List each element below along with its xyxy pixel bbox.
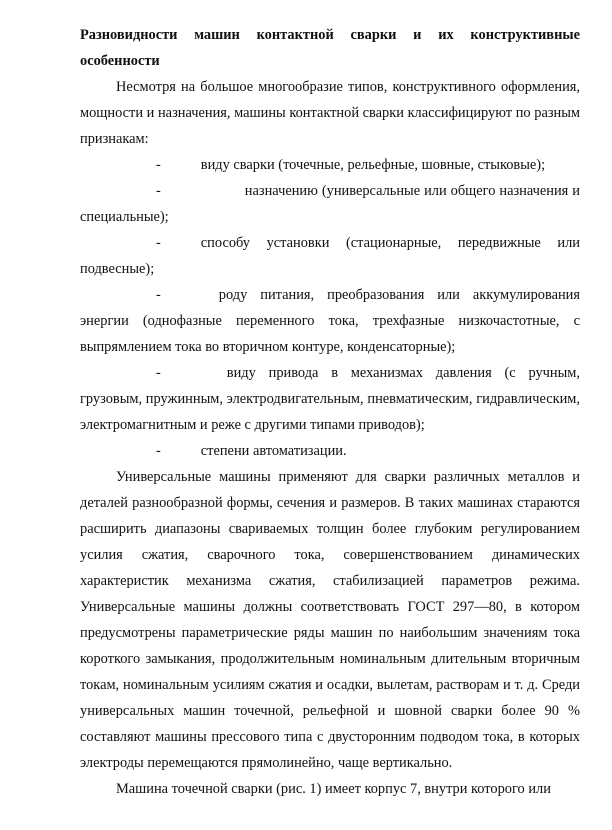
classification-list — [80, 152, 580, 464]
list-item-text: назначению (универсальные или общего назначения и специальные); — [80, 183, 580, 225]
list-marker: - — [156, 183, 161, 199]
list-item-text: способу установки (стационарные, передвижные или подвесные); — [80, 235, 580, 277]
list-item-text: виду сварки (точечные, рельефные, шовные, стыковые); — [200, 157, 546, 173]
list-marker: - — [156, 443, 161, 459]
list-marker: - — [156, 235, 161, 251]
list-item — [80, 282, 580, 360]
list-marker: - — [156, 287, 161, 303]
list-item — [80, 178, 580, 230]
universal-machines-paragraph: Универсальные машины применяют для сварки различных металлов и деталей разнообразной формы, сечения и размеров. В таких машинах стараются расширить диапазоны свариваемых толщин более глубоким регулированием усилия сжатия, сварочного тока, совершенствованием динамических характеристик механизма сжатия, стабилизацией параметров режима. Универсальные машины должны соответствовать ГОСТ 297—80, в котором предусмотрены параметрические ряды машин по наибольшим значениям тока короткого замыкания, продолжительным номинальным длительным вторичным токам, номинальным усилиям сжатия и осадки, вылетам, растворам и т. д. Среди универсальных машин точечной, рельефной и шовной сварки более 90 % составляют машины прессового типа с двусторонним подводом тока, в которых электроды перемещаются прямолинейно, чаще вертикально. — [80, 469, 580, 771]
list-item-text: роду питания, преобразования или аккумулирования энергии (однофазные переменного тока, трехфазные низкочастотные, с выпрямлением тока во вторичном контуре, конденсаторные); — [80, 287, 580, 355]
document-title: Разновидности машин контактной сварки и их конструктивные особенности — [80, 27, 580, 69]
list-item-text: виду привода в механизмах давления (с ручным, грузовым, пружинным, электродвигательным, пневматическим, гидравлическим, электромагнитным и реже с другими типами приводов); — [80, 365, 580, 433]
list-item — [80, 438, 580, 464]
intro-paragraph: Несмотря на большое многообразие типов, конструктивного оформления, мощности и назначения, машины контактной сварки классифицируют по разным признакам: — [80, 79, 580, 147]
list-item — [80, 360, 580, 438]
document-page — [80, 22, 580, 802]
spot-welding-paragraph: Машина точечной сварки (рис. 1) имеет корпус 7, внутри которого или — [116, 781, 551, 797]
list-item — [80, 230, 580, 282]
list-marker: - — [156, 157, 161, 173]
list-marker: - — [156, 365, 161, 381]
list-item-text: степени автоматизации. — [200, 443, 347, 459]
list-item — [80, 152, 580, 178]
